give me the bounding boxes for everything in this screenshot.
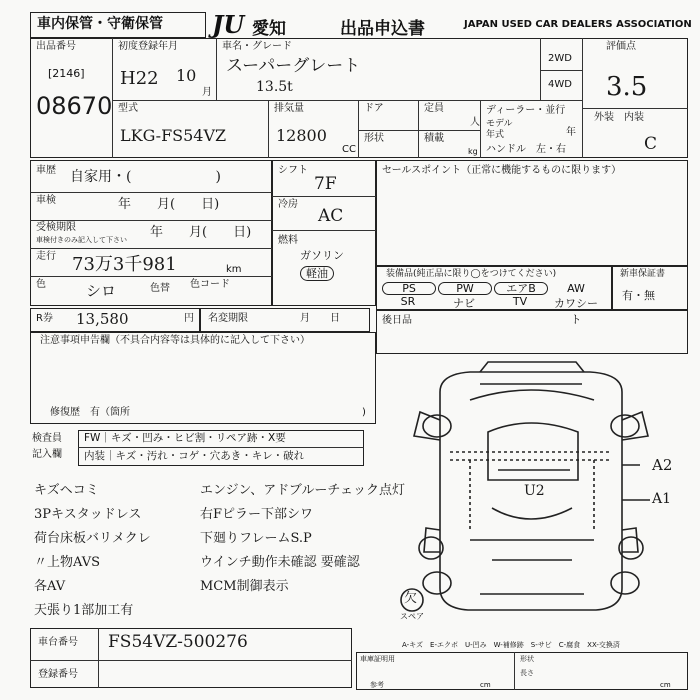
spare-mark: 欠	[404, 591, 418, 606]
handwritten-note: エンジン、アドブルーチェック点灯	[200, 483, 406, 498]
equipment-label: 装備品(純正品に限り◯をつけてください)	[386, 269, 557, 279]
association-name: JAPAN USED CAR DEALERS ASSOCIATION	[464, 19, 692, 30]
handwritten-note: 荷台床板バリメクレ	[34, 531, 151, 546]
garage-cert-label: 車庫証明用	[360, 655, 395, 663]
door-label: ドア	[364, 103, 384, 114]
ju-logo: JU	[212, 10, 245, 39]
capacity-unit: 人	[470, 117, 480, 128]
equipment-item-4: SR	[400, 295, 416, 308]
equipment-item-6: TV	[512, 295, 528, 308]
history-label: 車歴	[36, 165, 56, 176]
new-warranty-value: 有・無	[622, 289, 655, 302]
load-unit: kg	[468, 147, 478, 156]
tonnage-value: 13.5t	[256, 79, 293, 95]
displacement-value: 12800	[276, 126, 327, 145]
chassis-label: 車台番号	[38, 637, 78, 648]
drive-4wd: 4WD	[548, 79, 572, 90]
drive-2wd: 2WD	[548, 53, 572, 64]
damage-mark-a2: A2	[652, 456, 673, 474]
handwritten-note: ウインチ動作未確認 要確認	[200, 555, 360, 570]
month-unit: 月	[202, 87, 212, 98]
tax-label: R券	[36, 313, 53, 324]
history-value: 自家用・( )	[70, 169, 221, 185]
fw-row: FW｜キズ・凹み・ヒビ割・リペア跡・X要	[84, 432, 286, 444]
dealer-label: ディーラー・並行	[486, 105, 566, 116]
handle-label: ハンドル 左・右	[486, 144, 566, 155]
fuel-gasoline: ガソリン	[300, 249, 344, 262]
sales-point-label: セールスポイント（正常に機能するものに限ります）	[382, 165, 622, 176]
color-value: シロ	[86, 282, 117, 300]
spare-label: スペア	[400, 612, 424, 621]
damage-legend: A-キズ E-エクボ U-凹み W-補修跡 S-サビ C-腐食 XX-交換済	[402, 641, 620, 649]
dims-label-2: 長さ	[520, 669, 534, 677]
inspector-label: 検査員	[32, 433, 62, 444]
color-change-label: 色替	[150, 283, 170, 294]
handwritten-note: キズヘコミ	[34, 483, 99, 498]
km-unit: km	[226, 264, 242, 275]
rating-value: 3.5	[606, 72, 648, 102]
mileage-label: 走行	[36, 251, 56, 262]
name-grade-value: スーパーグレート	[226, 56, 361, 76]
model-year-label: モデル	[486, 119, 513, 129]
equipment-item-2: エアB	[494, 282, 548, 295]
inspection-value: 年 月( 日)	[118, 197, 220, 212]
first-reg-month: 10	[176, 66, 197, 85]
later-docs-label: 後日品	[382, 315, 412, 326]
model-value: LKG-FS54VZ	[120, 126, 227, 145]
shape-label: 形状	[364, 133, 384, 144]
equipment-item-7: カワシート	[554, 297, 598, 326]
interior-grade: C	[644, 134, 658, 154]
handwritten-note: 天張り1部加工有	[34, 603, 134, 618]
lot-number: 08670	[36, 92, 113, 120]
inspection-label: 車検	[36, 195, 56, 206]
tax-yen-unit: 円	[184, 313, 194, 324]
displacement-label: 排気量	[274, 103, 304, 114]
load-label: 積載	[424, 133, 444, 144]
model-year-label-2: 年式	[486, 130, 505, 140]
lot-sub-number: [2146]	[48, 67, 85, 80]
dims-cm-1: cm	[480, 681, 491, 689]
auction-sheet: 車内保管・守衛保管 JU 愛知 出品申込書 JAPAN USED CAR DEALERS ASSOCIATION 出品番号 [2146] 08670 初度登録年月 H22 10 月 車名・グレード スーパーグレート 13.5t 2WD 4WD 評価点 3.5 型式 LKG-FS54VZ 排気量 12800 CC ドア 形状 定員 人 積載 kg ディーラー・並行 モデル 年式 年 ハンドル 左・右 外装 内装 C 車歴 自家用・( ) 車検 年 月( 日) 受検期限 車検付きのみ記入して下さい 年 月( 日) 走行 73万3千981 km 色 シロ 色替 色コード シフト 7F 冷房 AC 燃料 ガソリン 軽油 セールスポイント（正常に機能するものに限ります） 装備品(純正品に限り◯をつけてください) PS PW エアB AW SR ナビ TV カワシート 新車保証書 有・無 R券 13,580 円 名変期限 月 日 後日品 注意事項申告欄（不具合内容等は具体的に記入して下さい） 修復歴 有（箇所 ) 検査員 記入欄 FW｜キズ・凹み・ヒビ割・リペア跡・X要 内装｜キズ・汚れ・コゲ・穴あき・キレ・破れ キズヘコミ エンジン、アドブルーチェック点灯 3Pキスタッドレス 右Fピラー下部シワ 荷台床板バリメクレ 下廻りフレームS.P 〃上物AVS ウインチ動作未確認 要確認 各AV MCM制御表示 天張り1部加工有 A2 U2 A1 欠 スペア A-キズ E-エクボ U-凹み W-補修跡 S-サビ C-腐食 XX-交換済 車台番号 FS54VZ-500276 登録番号 車庫証明用 参考 形状 長さ cm cm	[0, 0, 700, 700]
warranty-label: 受検期限	[36, 222, 76, 233]
handwritten-note: 各AV	[34, 579, 66, 594]
warranty-sub: 車検付きのみ記入して下さい	[36, 236, 127, 244]
rating-label: 評価点	[606, 41, 636, 52]
warranty-value: 年 月( 日)	[150, 225, 252, 240]
transfer-label: 名変期限	[208, 313, 248, 324]
damage-mark-a1: A1	[652, 491, 672, 507]
shift-value: 7F	[314, 174, 337, 194]
year-unit: 年	[566, 127, 576, 138]
tax-amount: 13,580	[76, 310, 129, 328]
ac-value: AC	[318, 206, 344, 226]
color-code-label: 色コード	[190, 279, 230, 290]
form-title: 出品申込書	[340, 19, 425, 39]
handwritten-note: 〃上物AVS	[34, 555, 101, 570]
equipment-item-3: AW	[567, 282, 585, 295]
handwritten-note: 下廻りフレームS.P	[200, 531, 312, 546]
dims-cm-2: cm	[660, 681, 671, 689]
dims-label: 形状	[520, 655, 534, 663]
garage-cert-sub: 参考	[370, 681, 384, 689]
color-label: 色	[36, 279, 46, 290]
plate-label: 登録番号	[38, 669, 78, 680]
repair-label: 修復歴 有（箇所	[50, 407, 130, 418]
shift-label: シフト	[278, 165, 308, 176]
first-reg-label: 初度登録年月	[118, 41, 178, 52]
new-warranty-label: 新車保証書	[620, 269, 666, 279]
handwritten-note: MCM制御表示	[200, 579, 289, 594]
entry-label: 記入欄	[32, 449, 62, 460]
equipment-item-0: PS	[382, 282, 436, 295]
ext-int-label: 外装 内装	[594, 112, 644, 123]
storage-label: 車内保管・守衛保管	[37, 16, 163, 32]
ac-label: 冷房	[278, 199, 298, 210]
transfer-value: 月 日	[300, 313, 340, 324]
chassis-number: FS54VZ-500276	[108, 632, 248, 652]
interior-row: 内装｜キズ・汚れ・コゲ・穴あき・キレ・破れ	[84, 450, 305, 462]
cc-unit: CC	[342, 144, 356, 155]
first-reg-year: H22	[120, 68, 159, 89]
fuel-diesel-circled: 軽油	[300, 266, 334, 281]
mileage-value: 73万3千981	[72, 254, 177, 275]
org-name: 愛知	[252, 19, 286, 39]
name-grade-label: 車名・グレード	[222, 41, 292, 52]
handwritten-note: 右Fピラー下部シワ	[200, 507, 314, 522]
equipment-item-1: PW	[438, 282, 492, 295]
notes-label: 注意事項申告欄（不具合内容等は具体的に記入して下さい）	[40, 335, 310, 346]
equipment-item-5: ナビ	[453, 297, 475, 310]
damage-mark-u2: U2	[524, 483, 545, 499]
fuel-label: 燃料	[278, 235, 298, 246]
handwritten-note: 3Pキスタッドレス	[34, 507, 142, 522]
model-label: 型式	[118, 103, 138, 114]
lot-label: 出品番号	[36, 41, 76, 52]
capacity-label: 定員	[424, 103, 444, 114]
